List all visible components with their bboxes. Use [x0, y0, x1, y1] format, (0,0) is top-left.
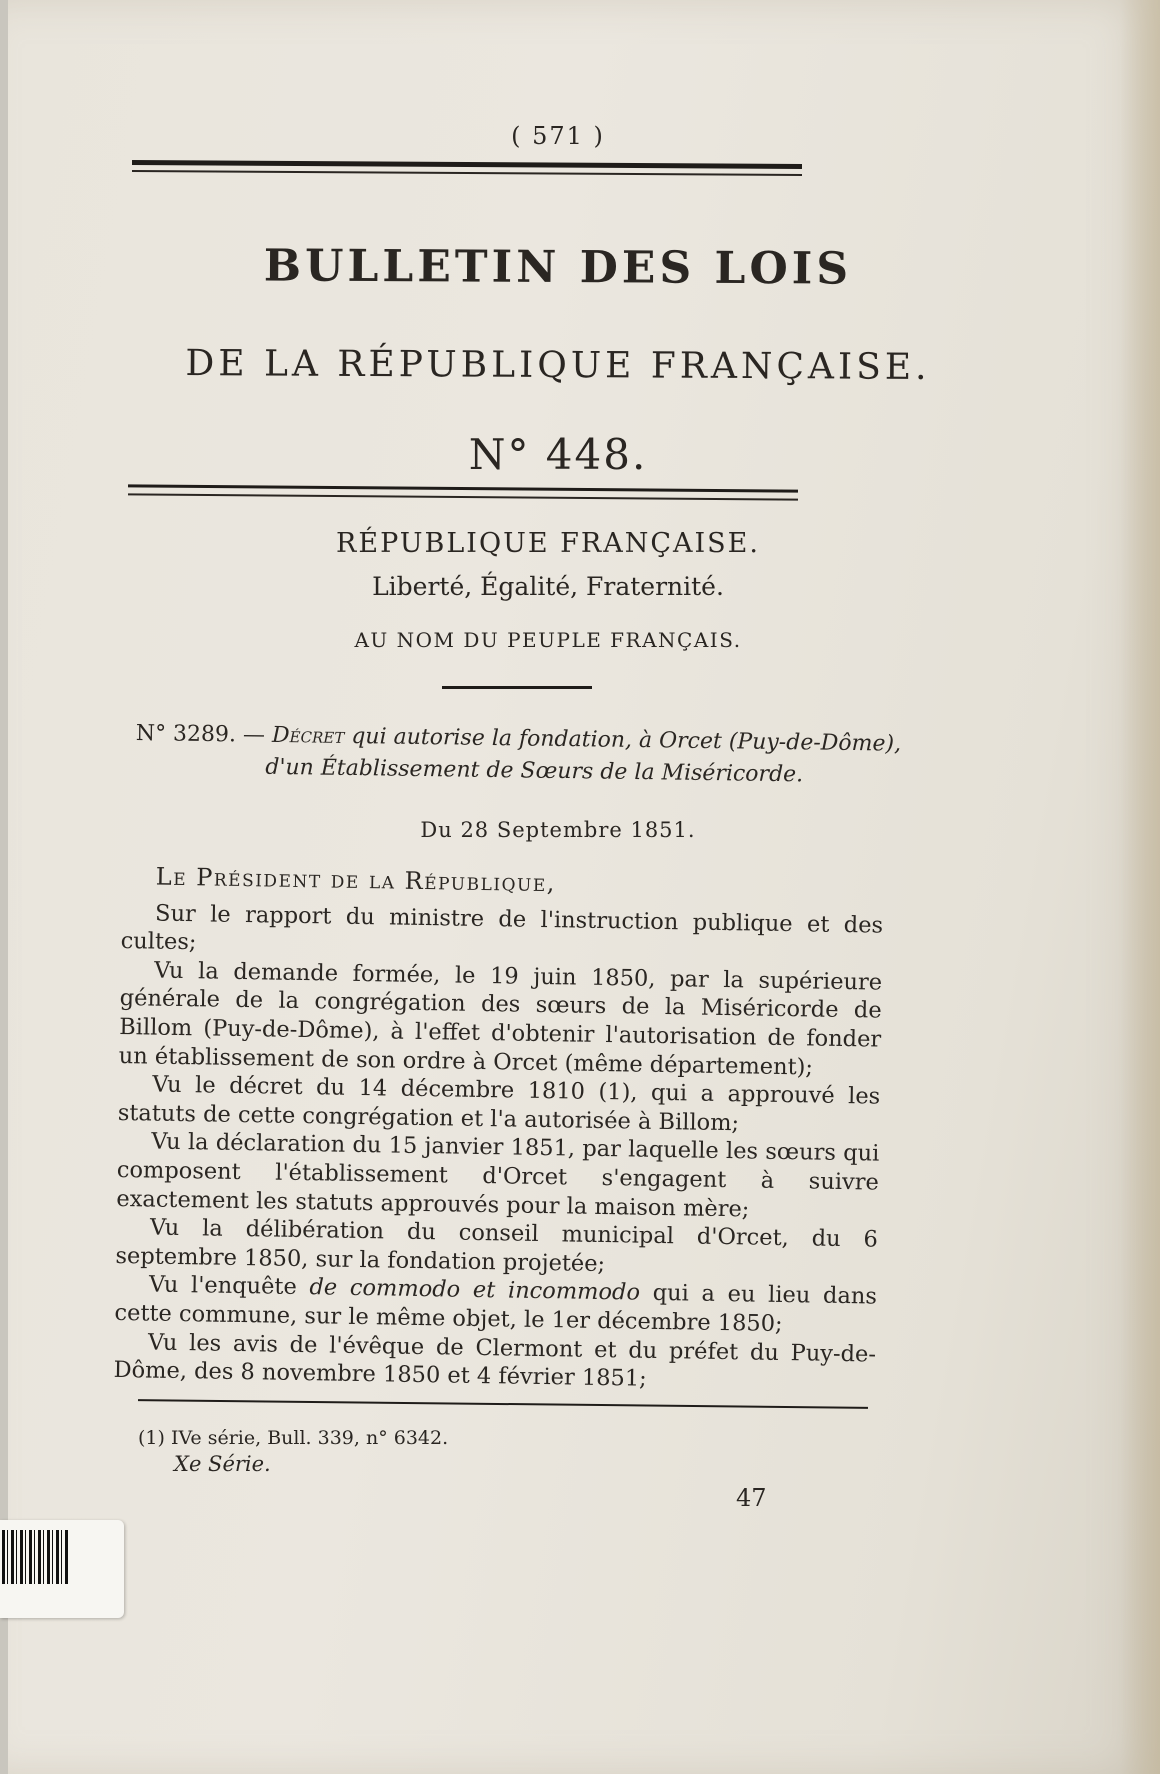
body-paragraph: Vu le décret du 14 décembre 1810 (1), qui a approuvé les statuts de cette congrégation et l'a autorisée à Billom; — [117, 1071, 881, 1137]
enquete-latin-phrase: de commodo et incommodo — [309, 1274, 641, 1306]
document-page — [8, 0, 1160, 1774]
body-paragraph: Vu la demande formée, le 19 juin 1850, par la supérieure générale de la congrégation des sœurs de la Miséricorde de Billom (Puy-de-Dôme), à l'effet d'obtenir l'autorisation de fonder un établissement de son ordre à Orcet (même département); — [118, 957, 883, 1081]
decree-date: Du 28 Septembre 1851. — [420, 818, 696, 842]
header-rule-thick — [132, 160, 802, 169]
body-paragraph: Vu la délibération du conseil municipal d'Orcet, du 6 septembre 1850, sur la fondation projetée; — [115, 1214, 879, 1277]
barcode-icon — [2, 1530, 68, 1584]
sheet-number: 47 — [736, 1484, 767, 1512]
section-divider — [442, 686, 592, 689]
president-line: Le Président de la République, — [155, 862, 557, 898]
issue-rule-thin — [128, 493, 798, 500]
body-paragraph: Sur le rapport du ministre de l'instruction publique et des cultes; — [120, 900, 884, 956]
issue-rule-thick — [128, 484, 798, 492]
enquete-text-after: qui a eu lieu dans cette commune, sur le même objet, le 1er décembre 1850; — [114, 1279, 878, 1337]
decree-title-line1: qui autorise la fondation, à Orcet (Puy-de-Dôme), — [344, 723, 902, 757]
body-paragraph: Vu les avis de l'évêque de Clermont et du préfet du Puy-de-Dôme, des 8 novembre 1850 et 4 février 1851; — [113, 1328, 877, 1392]
au-nom-du-peuple: AU NOM DU PEUPLE FRANÇAIS. — [354, 628, 742, 652]
enquete-text-before: Vu l'enquête — [148, 1271, 310, 1301]
paper-edge-shadow — [1120, 0, 1160, 1774]
republic-heading: RÉPUBLIQUE FRANÇAISE. — [336, 528, 760, 559]
decree-title-line2: d'un Établissement de Sœurs de la Miséricorde. — [265, 754, 804, 788]
decree-kind: Décret — [271, 722, 345, 749]
issue-number: N° 448. — [468, 430, 648, 479]
decree-body — [113, 862, 884, 1397]
journal-title: BULLETIN DES LOIS — [263, 240, 853, 295]
footnote: (1) IVe série, Bull. 339, n° 6342. — [138, 1427, 449, 1449]
decree-number: N° 3289. — — [135, 720, 273, 748]
republic-motto: Liberté, Égalité, Fraternité. — [372, 572, 724, 601]
body-paragraph: Vu la déclaration du 15 janvier 1851, par laquelle les sœurs qui composent l'établissement d'Orcet s'engagent à suivre exactement les statuts approuvés pour la maison mère; — [116, 1128, 880, 1222]
decree-heading — [135, 718, 906, 793]
journal-subtitle: DE LA RÉPUBLIQUE FRANÇAISE. — [185, 343, 931, 388]
footnote-rule — [138, 1399, 868, 1409]
page-number: ( 571 ) — [511, 122, 605, 150]
header-rule-thin — [132, 170, 802, 176]
barcode-sticker — [0, 1520, 124, 1618]
series-label: Xe Série. — [174, 1452, 271, 1476]
